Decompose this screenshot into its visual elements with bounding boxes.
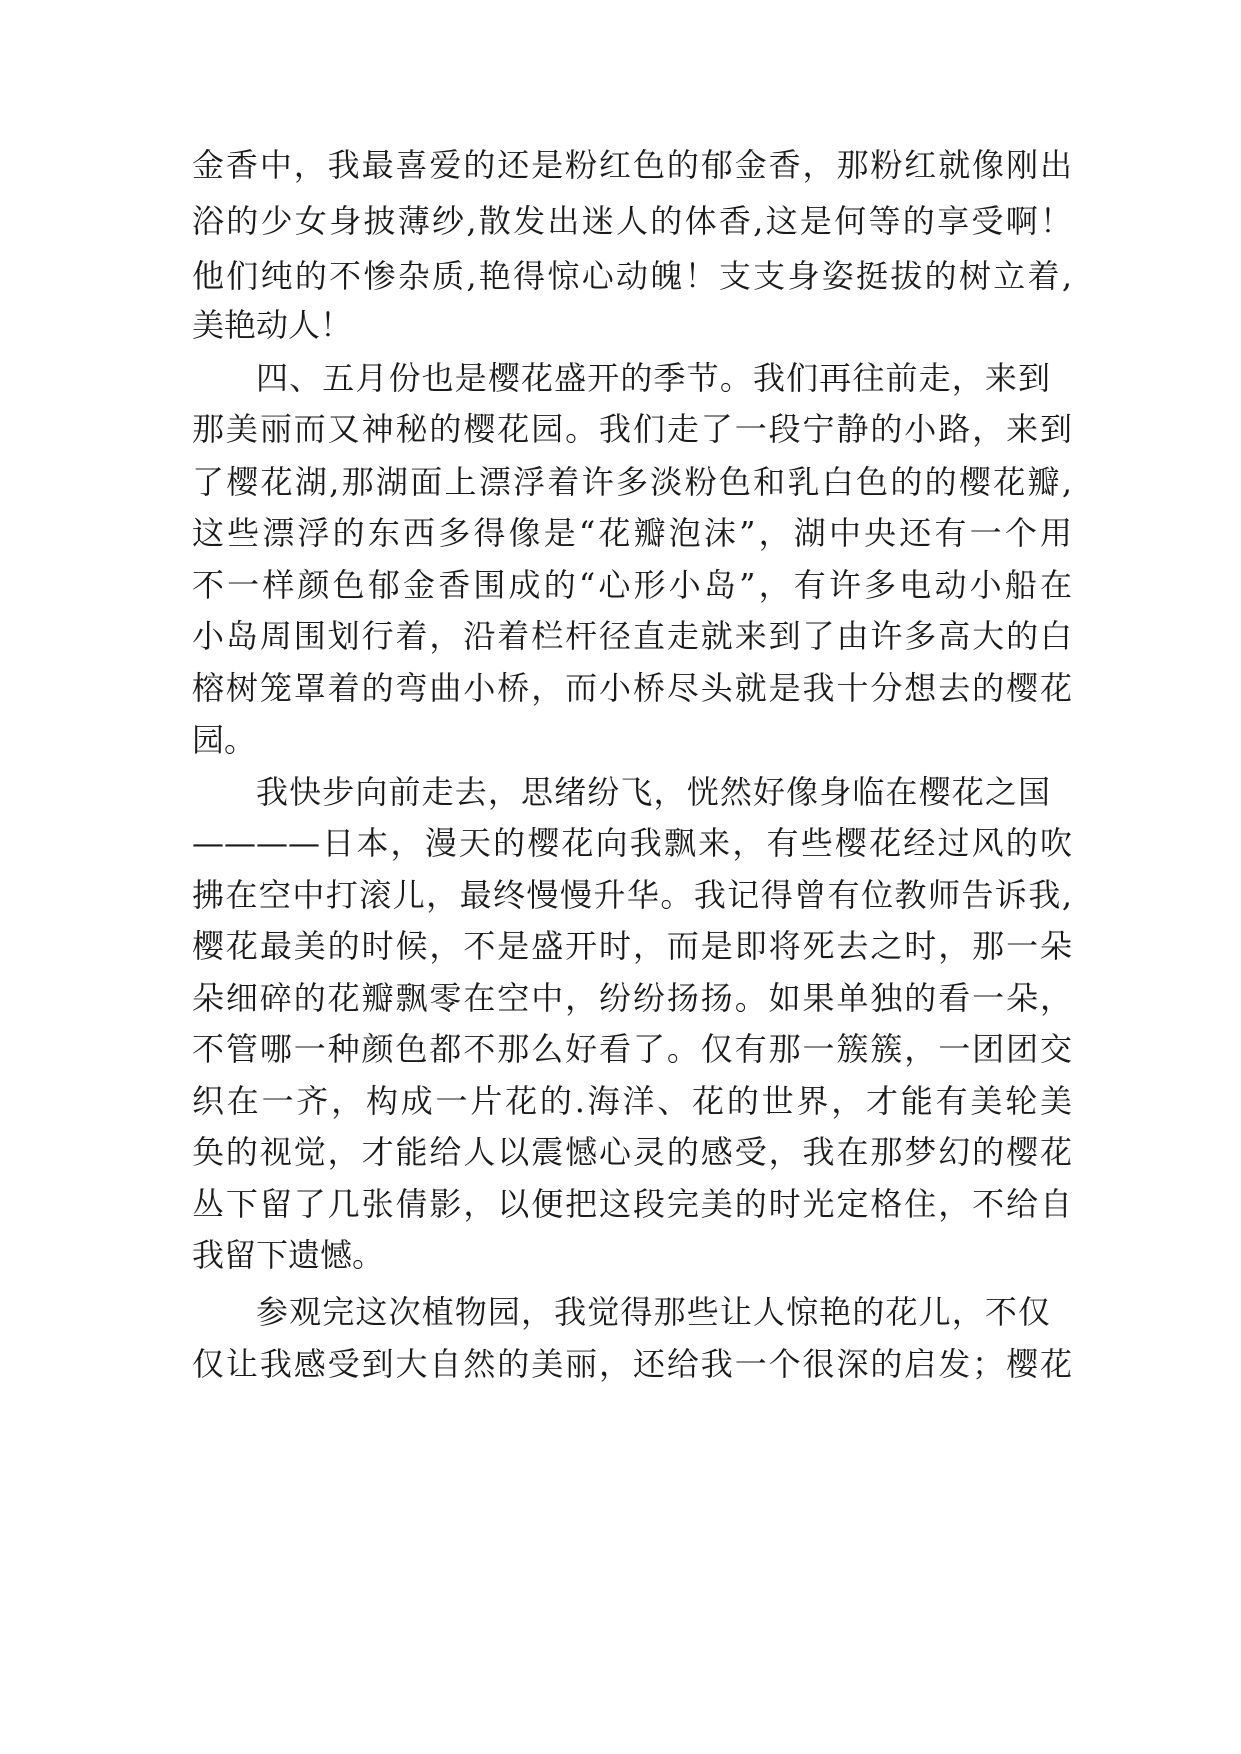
paragraph-first-line: 四、五月份也是樱花盛开的季节。我们再往前走，来到 (256, 359, 1050, 397)
text-line: 我留下遗憾。 (192, 1236, 385, 1274)
text-line: 那美丽而又神秘的樱花园。我们走了一段宁静的小路，来到 (192, 410, 1072, 448)
paragraph-first-line: 我快步向前走去，思绪纷飞，恍然好像身临在樱花之国 (256, 773, 1050, 811)
text-line: 不管哪一种颜色都不那么好看了。仅有那一簇簇，一团团交 (192, 1030, 1072, 1068)
text-line: 小岛周围划行着，沿着栏杆径直走就来到了由许多高大的白 (192, 617, 1072, 655)
paragraph-first-line: 参观完这次植物园，我觉得那些让人惊艳的花儿，不仅 (256, 1293, 1050, 1331)
text-line: 丛下留了几张倩影，以便把这段完美的时光定格住，不给自 (192, 1185, 1072, 1223)
text-line: 美艳动人！ (192, 306, 353, 344)
text-line: 榕树笼罩着的弯曲小桥，而小桥尽头就是我十分想去的樱花 (192, 669, 1072, 707)
text-line: 朵细碎的花瓣飘零在空中，纷纷扬扬。如果单独的看一朵， (192, 979, 1072, 1017)
text-line: 奂的视觉，才能给人以震憾心灵的感受，我在那梦幻的樱花 (192, 1133, 1072, 1171)
text-line: 了樱花湖,那湖面上漂浮着许多淡粉色和乳白色的的樱花瓣, (192, 463, 1072, 501)
text-line: 园。 (192, 721, 257, 759)
text-line: 浴的少女身披薄纱,散发出迷人的体香,这是何等的享受啊！ (192, 202, 1072, 240)
text-line: 金香中，我最喜爱的还是粉红色的郁金香，那粉红就像刚出 (192, 146, 1072, 184)
text-line: 织在一齐，构成一片花的.海洋、花的世界，才能有美轮美 (192, 1082, 1072, 1120)
text-line: 不一样颜色郁金香围成的“心形小岛”，有许多电动小船在 (192, 566, 1072, 604)
text-line: ————日本，漫天的樱花向我飘来，有些樱花经过风的吹 (192, 824, 1072, 862)
text-line: 拂在空中打滚儿，最终慢慢升华。我记得曾有位教师告诉我, (192, 876, 1072, 914)
text-line: 仅让我感受到大自然的美丽，还给我一个很深的启发；樱花 (192, 1345, 1072, 1383)
text-line: 这些漂浮的东西多得像是“花瓣泡沫”，湖中央还有一个用 (192, 514, 1072, 552)
text-line: 他们纯的不惨杂质,艳得惊心动魄！支支身姿挺拔的树立着, (192, 257, 1072, 295)
text-line: 樱花最美的时候，不是盛开时，而是即将死去之时，那一朵 (192, 927, 1072, 965)
